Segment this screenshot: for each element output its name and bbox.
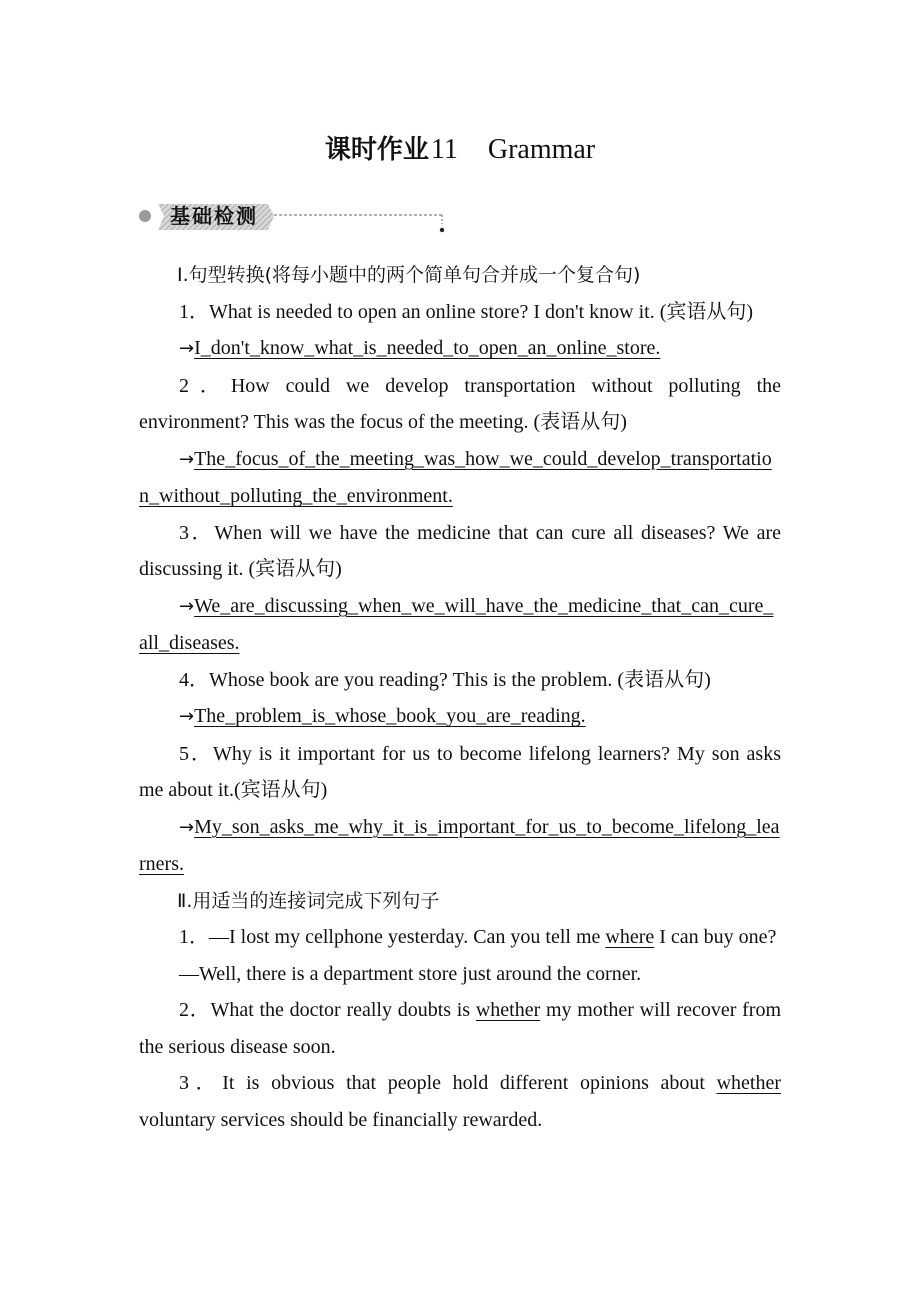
bullet-icon	[139, 210, 151, 222]
fill-blank: whether	[475, 999, 541, 1021]
fill-item-1	[139, 919, 781, 956]
arrow-icon: →	[179, 448, 195, 470]
fill-item-1-reply	[139, 956, 781, 993]
fill-pre: 1．—I lost my cellphone yesterday. Can you tell me	[179, 926, 606, 948]
fill-item-2	[139, 992, 781, 1065]
answer-1	[139, 330, 781, 368]
answer-5	[139, 809, 781, 883]
answer-text: The_focus_of_the_meeting_was_how_we_could_develop_transportation_without_polluting_the_environment.	[139, 447, 772, 507]
fill-blank: where	[605, 926, 655, 948]
fill-pre: 2．What the doctor really doubts is	[179, 999, 476, 1021]
answer-text: We_are_discussing_when_we_will_have_the_medicine_that_can_cure_all_diseases.	[139, 594, 774, 654]
title-cn: 课时作业	[324, 135, 429, 165]
answer-4	[139, 698, 781, 736]
question-1: 1．What is needed to open an online store? I don't know it. (宾语从句)	[179, 300, 754, 323]
section-banner	[138, 200, 458, 240]
worksheet-content	[139, 257, 781, 1138]
question-4: 4．Whose book are you reading? This is the problem. (表语从句)	[179, 668, 711, 691]
fill-post: voluntary services should be financially rewarded.	[139, 1108, 543, 1131]
answer-text: My_son_asks_me_why_it_is_important_for_us_to_become_lifelong_learners.	[139, 815, 780, 875]
fill-post: my mother will recover from the serious disease soon.	[139, 999, 782, 1058]
title-en: Grammar	[487, 134, 596, 165]
answer-text: The_problem_is_whose_book_you_are_reading.	[194, 705, 586, 727]
answer-2	[139, 441, 781, 515]
fill-pre: —Well, there is a department store just around the corner.	[179, 962, 642, 985]
arrow-icon: →	[179, 816, 195, 838]
title-number: 11	[430, 134, 458, 165]
end-dot-icon	[440, 228, 444, 232]
section1-heading: Ⅰ.句型转换(将每小题中的两个简单句合并成一个复合句)	[177, 264, 641, 286]
arrow-icon: →	[179, 338, 195, 359]
section2-heading: Ⅱ.用适当的连接词完成下列句子	[177, 889, 440, 912]
answer-3	[139, 588, 781, 662]
question-5: 5．Why is it important for us to become lifelong learners? My son asks me about it.(宾语从句)	[139, 742, 781, 801]
fill-post: I can buy one?	[654, 926, 777, 948]
question-2: 2．How could we develop transportation without polluting the environment? This was the focus of the meeting. (表语从句)	[139, 374, 781, 433]
fill-pre: 3．It is obvious that people hold different opinions about	[179, 1072, 717, 1094]
arrow-icon: →	[179, 595, 195, 617]
fill-blank: whether	[716, 1072, 781, 1094]
answer-text: I_don't_know_what_is_needed_to_open_an_online_store.	[194, 337, 661, 359]
question-3: 3．When will we have the medicine that can cure all diseases? We are discussing it. (宾语从句)	[139, 521, 781, 580]
arrow-icon: →	[179, 706, 195, 727]
banner-label: 基础检测	[170, 204, 258, 228]
page-title	[0, 128, 920, 172]
fill-item-3	[139, 1065, 781, 1138]
